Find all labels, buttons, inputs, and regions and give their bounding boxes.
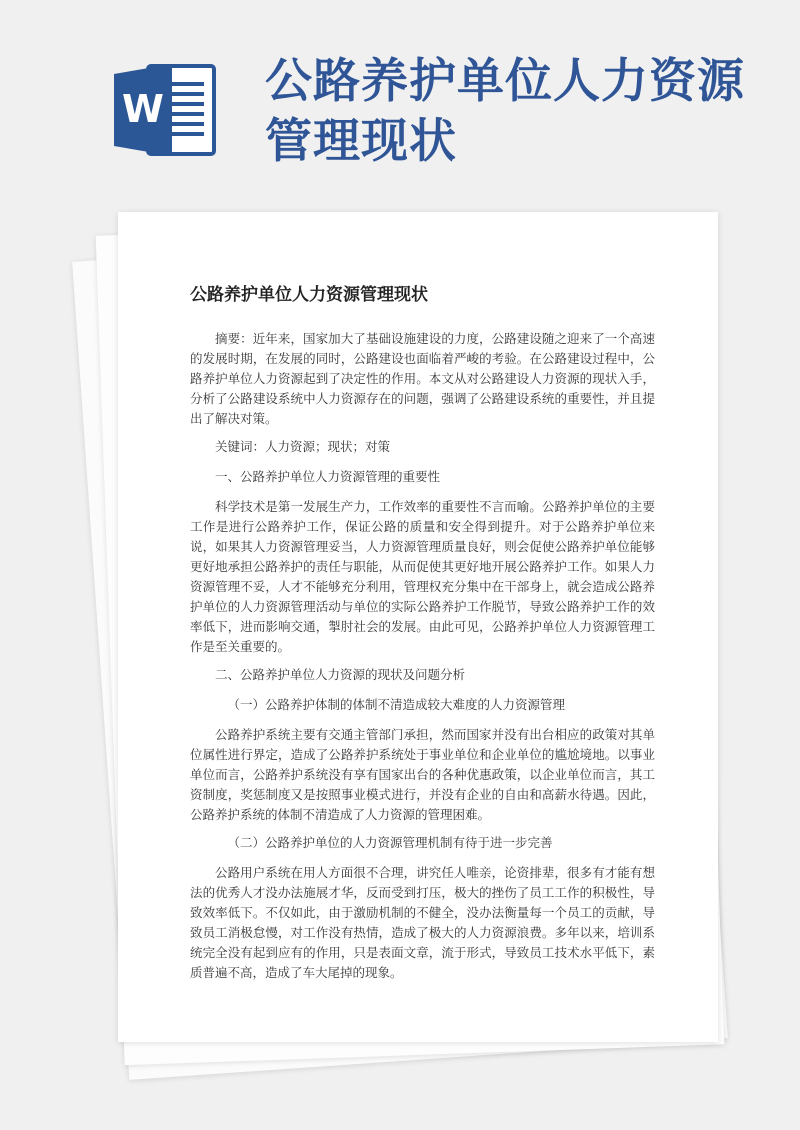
body-paragraph-1: 科学技术是第一发展生产力，工作效率的重要性不言而喻。公路养护单位的主要工作是进行公路养护工作，保证公路的质量和安全得到提升。对于公路养护单位来说，如果其人力资源管理妥当，人力资源管理质量良好，则会促使公路养护单位能够更好地承担公路养护的责任与职能，从而促使其更好地开展公路养护工作。如果人力资源管理不妥，人才不能够充分利用，管理权充分集中在干部身上，就会造成公路养护单位的人力资源管理活动与单位的实际公路养护工作脱节，导致公路养护工作的效率低下，进而影响交通，掣肘社会的发展。由此可见，公路养护单位人力资源管理工作是至关重要的。 bbox=[190, 499, 655, 654]
body-paragraph-3: 公路用户系统在用人方面很不合理，讲究任人唯亲，论资排辈，很多有才能有想法的优秀人才没办法施展才华，反而受到打压，极大的挫伤了员工工作的积极性，导致效率低下。不仅如此，由于激励机制的不健全，没办法衡量每一个员工的贡献，导致员工消极怠慢，对工作没有热情，造成了极大的人力资源浪费。多年以来，培训系统完全没有起到应有的作用，只是表面文章，流于形式，导致员工技术水平低下，素质普遍不高，造成了车大尾掉的现象。 bbox=[190, 865, 655, 980]
header-title: 公路养护单位人力资源管理现状 bbox=[265, 54, 745, 169]
section-heading-1: 一、公路养护单位人力资源管理的重要性 bbox=[215, 469, 441, 484]
abstract-paragraph: 摘要：近年来，国家加大了基础设施建设的力度，公路建设随之迎来了一个高速的发展时期，在发展的同时，公路建设也面临着严峻的考验。在公路建设过程中，公路养护单位人力资源起到了决定性的作用。本文从对公路建设人力资源的现状入手，分析了公路建设系统中人力资源存在的问题，强调了公路建设系统的重要性，并且提出了解决对策。 bbox=[190, 331, 655, 426]
subsection-heading-1: （一）公路养护体制的体制不清造成较大难度的人力资源管理 bbox=[227, 697, 566, 712]
word-icon-letter: W bbox=[122, 87, 164, 131]
document-title: 公路养护单位人力资源管理现状 bbox=[190, 285, 428, 305]
section-heading-2: 二、公路养护单位人力资源的现状及问题分析 bbox=[215, 667, 466, 682]
document-content bbox=[190, 283, 655, 991]
subsection-heading-2: （二）公路养护单位的人力资源管理机制有待于进一步完善 bbox=[227, 835, 553, 850]
keywords-line: 关键词：人力资源；现状；对策 bbox=[215, 439, 391, 454]
body-paragraph-2: 公路养护系统主要有交通主管部门承担，然而国家并没有出台相应的政策对其单位属性进行界定，造成了公路养护系统处于事业单位和企业单位的尴尬境地。以事业单位而言，公路养护系统没有享有国家出台的各种优惠政策，以企业单位而言，其工资制度，奖惩制度又是按照事业模式进行，并没有企业的自由和高薪水待遇。因此，公路养护系统的体制不清造成了人力资源的管理困难。 bbox=[190, 727, 655, 822]
